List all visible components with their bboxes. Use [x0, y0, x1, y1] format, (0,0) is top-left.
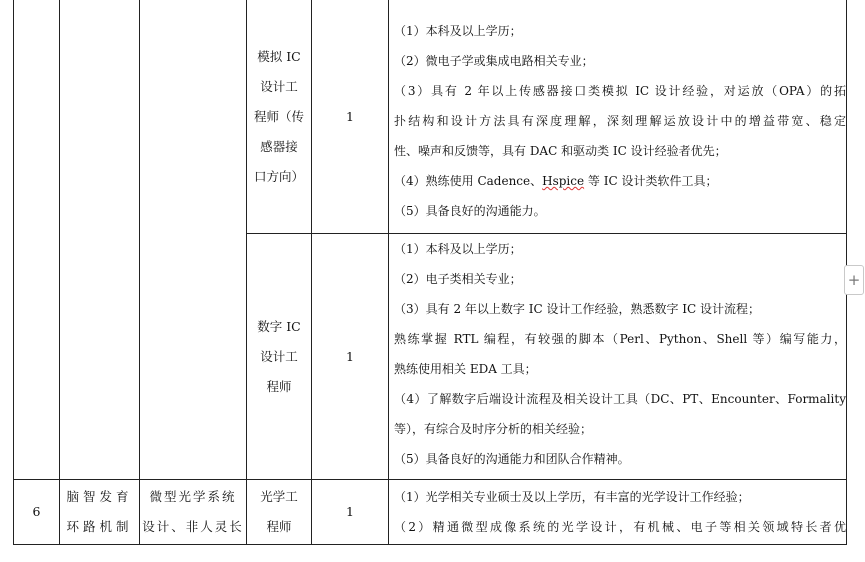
requirement-text: （4）熟练使用 Cadence、	[394, 174, 543, 188]
headcount-cell: 1	[346, 504, 354, 519]
headcount-cell: 1	[346, 108, 354, 124]
research-direction-cell: 微型光学系统 设计、非人灵长	[142, 489, 244, 534]
table-border-bottom	[13, 544, 847, 545]
table-border-left	[13, 0, 14, 544]
row-number-cell: 6	[32, 504, 41, 519]
requirement-item: （2）精通微型成像系统的光学设计，有机械、电子等相关领域特长者优	[394, 520, 846, 534]
requirement-item: （2）微电子学或集成电路相关专业；	[394, 54, 594, 68]
col-divider-1	[59, 0, 60, 544]
requirement-item: （3）具有 2 年以上数字 IC 设计工作经验，熟悉数字 IC 设计流程；	[394, 302, 761, 316]
requirements-list	[394, 16, 846, 226]
requirement-item: （4）了解数字后端设计流程及相关设计工具（DC、PT、Encounter、Formality	[394, 392, 846, 406]
position-cell: 模拟 IC 设计工 程师（传 感器接 口方向）	[253, 48, 304, 184]
requirement-item: （1）光学相关专业硕士及以上学历，有丰富的光学设计工作经验；	[394, 490, 750, 504]
requirement-item: （3）具有 2 年以上传感器接口类模拟 IC 设计经验，对运放（OPA）的拓	[394, 84, 846, 98]
spellcheck-underlined-word: Hspice	[542, 174, 585, 188]
requirement-item	[394, 166, 846, 196]
requirement-item: 熟练使用相关 EDA 工具；	[394, 362, 537, 376]
headcount-cell: 1	[346, 348, 354, 364]
position-cell: 光学工 程师	[260, 489, 298, 534]
requirement-item: 等），有综合及时序分析的相关经验；	[394, 422, 593, 436]
requirements-list	[394, 482, 846, 542]
requirement-item: 扑结构和设计方法具有深度理解，深刻理解运放设计中的增益带宽、稳定	[394, 114, 846, 128]
add-icon[interactable]: +	[844, 265, 864, 295]
requirement-item: （2）电子类相关专业；	[394, 272, 522, 286]
requirement-text: 等 IC 设计类软件工具；	[584, 174, 718, 188]
requirement-item: 熟练掌握 RTL 编程，有较强的脚本（Perl、Python、Shell 等）编写能力，	[394, 332, 846, 346]
requirement-item: （1）本科及以上学历；	[394, 24, 522, 38]
requirement-item: 性、噪声和反馈等，具有 DAC 和驱动类 IC 设计经验者优先；	[394, 144, 727, 158]
requirement-item: （1）本科及以上学历；	[394, 242, 522, 256]
requirements-list	[394, 234, 846, 474]
col-divider-5	[388, 0, 389, 544]
requirement-item: （5）具备良好的沟通能力和团队合作精神。	[394, 452, 630, 466]
col-divider-2	[139, 0, 140, 544]
requirement-item: （5）具备良好的沟通能力。	[394, 204, 546, 218]
lab-cell: 脑智发育 环路机制	[66, 489, 133, 534]
position-cell: 数字 IC 设计工 程师	[257, 318, 301, 394]
